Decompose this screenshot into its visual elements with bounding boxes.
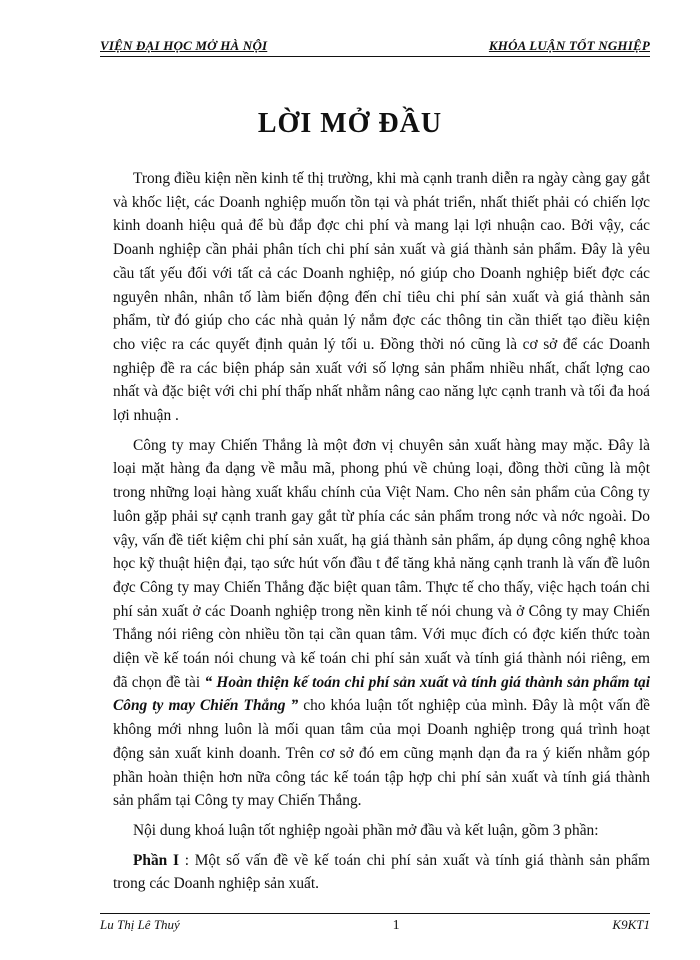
page-title: LỜI MỞ ĐẦU: [257, 108, 443, 139]
running-footer: [100, 917, 650, 934]
paragraph-part-1: [113, 849, 650, 896]
page-number: 1: [392, 918, 400, 933]
paragraph-company: [113, 434, 650, 813]
footer-author: Lu Thị Lê Thuý: [100, 917, 180, 932]
paragraph-intro: Trong điều kiện nền kinh tế thị trường, khi mà cạnh tranh diễn ra ngày càng gay gắt và khốc liệt, các Doanh nghiệp muốn tồn tại và phát triển, nhất thiết phải có chiến lợc kinh doanh hiệu quả để bù đắp đợc chi phí và mang lại lợi nhuận cao. Bởi vậy, các Doanh nghiệp cần phải phân tích chi phí sản xuất và giá thành sản phẩm. Đây là yêu cầu tất yếu đối với tất cả các Doanh nghiệp, nó giúp cho Doanh nghiệp biết đợc các nguyên nhân, nhân tố làm biến động đến chỉ tiêu chi phí sản xuất và giá thành sản phẩm, từ đó giúp cho các nhà quản lý nắm đợc các thông tin cần thiết tạo điều kiện cho việc ra các quyết định quản lý tối u. Đồng thời nó cũng là cơ sở để các Doanh nghiệp đề ra các biện pháp sản xuất với số lợng sản phẩm nhiều nhất, chất lợng cao nhất và đặc biệt với chi phí thấp nhất nhằm nâng cao năng lực cạnh tranh và tối đa hoá lợi nhuận .: [113, 170, 650, 425]
body-text: [113, 167, 650, 902]
paragraph-company-end: cho khóa luận tốt nghiệp của mình. Đây là một vấn đề không mới nhng luôn là mối quan tâm của mọi Doanh nghiệp trong quá trình hoạt động sản xuất kinh doanh. Trên cơ sở đó em cũng mạnh dạn đa ra ý kiến nhằm góp phần hoàn thiện hơn nữa công tác kế toán tập hợp chi phí sản xuất và tính giá thành sản phẩm tại Công ty may Chiến Thắng.: [113, 697, 650, 810]
header-document-type: KHÓA LUẬN TỐT NGHIỆP: [488, 38, 650, 53]
part-1-text: : Một số vấn đề về kế toán chi phí sản xuất và tính giá thành sản phẩm trong các Doanh nghiệp sản xuất.: [113, 851, 650, 893]
paragraph-structure: Nội dung khoá luận tốt nghiệp ngoài phần mở đầu và kết luận, gồm 3 phần:: [133, 821, 599, 839]
header-rule: [100, 56, 650, 57]
footer-class: K9KT1: [612, 917, 650, 932]
part-1-label: Phần I: [133, 851, 179, 869]
running-header: [100, 38, 650, 54]
footer-rule: [100, 913, 650, 914]
thesis-topic: “ Hoàn thiện kế toán chi phí sản xuất và tính giá thành sản phẩm tại Công ty may Chiến Thắng ”: [113, 673, 650, 715]
header-institution: VIỆN ĐẠI HỌC MỞ HÀ NỘI: [100, 38, 268, 53]
paragraph-company-start: Công ty may Chiến Thắng là một đơn vị chuyên sản xuất hàng may mặc. Đây là loại mặt hàng đa dạng về mẫu mã, phong phú về chủng loại, đồng thời cũng là một trong những loại hàng xuất khẩu chính của Việt Nam. Cho nên sản phẩm của Công ty luôn gặp phải sự cạnh tranh gay gắt từ phía các sản phẩm trong nớc và nớc ngoài. Do vậy, vấn đề tiết kiệm chi phí sản xuất, hạ giá thành sản phẩm, áp dụng công nghệ khoa học kỹ thuật hiện đại, tạo sức hút vốn đầu t để tăng khả năng cạnh tranh là vấn đề luôn đợc Công ty may Chiến Thắng đặc biệt quan tâm. Thực tế cho thấy, việc hạch toán chi phí sản xuất ở các Doanh nghiệp trong nền kinh tế nói chung và ở Công ty may Chiến Thắng nói riêng còn nhiều tồn tại cần quan tâm. Với mục đích có đợc kiến thức toàn diện về kế toán nói chung và kế toán chi phí sản xuất và tính giá thành nói riêng, em đã chọn đề tài: [113, 436, 650, 691]
